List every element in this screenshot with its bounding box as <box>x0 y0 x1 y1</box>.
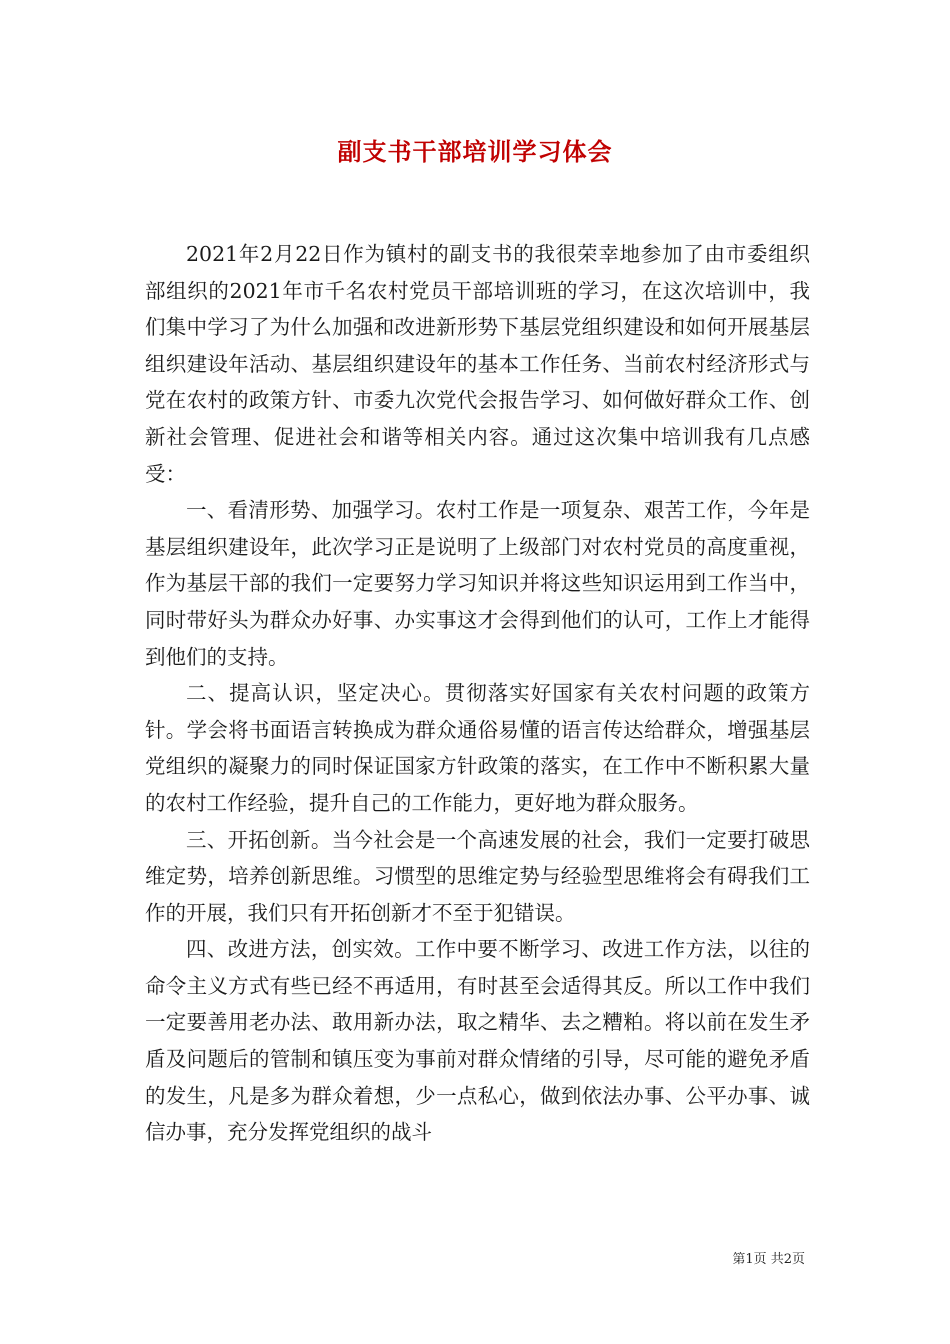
paragraph-point-1: 一、看清形势、加强学习。农村工作是一项复杂、艰苦工作，今年是基层组织建设年，此次学习正是说明了上级部门对农村党员的高度重视，作为基层干部的我们一定要努力学习知识并将这些知识运用到工作当中，同时带好头为群众办好事、办实事这才会得到他们的认可，工作上才能得到他们的支持。 <box>145 498 810 669</box>
paragraph-point-4: 四、改进方法，创实效。工作中要不断学习、改进工作方法，以往的命令主义方式有些已经不再适用，有时甚至会适得其反。所以工作中我们一定要善用老办法、敢用新办法，取之精华、去之糟粕。将以前在发生矛盾及问题后的管制和镇压变为事前对群众情绪的引导，尽可能的避免矛盾的发生，凡是多为群众着想，少一点私心，做到依法办事、公平办事、诚信办事，充分发挥党组织的战斗 <box>145 937 810 1145</box>
document-body <box>145 236 810 1151</box>
paragraph-point-2: 二、提高认识，坚定决心。贯彻落实好国家有关农村问题的政策方针。学会将书面语言转换成为群众通俗易懂的语言传达给群众，增强基层党组织的凝聚力的同时保证国家方针政策的落实，在工作中不断积累大量的农村工作经验，提升自己的工作能力，更好地为群众服务。 <box>145 681 810 815</box>
page-number: 第1页 共2页 <box>732 1252 805 1267</box>
paragraph-point-3: 三、开拓创新。当今社会是一个高速发展的社会，我们一定要打破思维定势，培养创新思维。习惯型的思维定势与经验型思维将会有碍我们工作的开展，我们只有开拓创新才不至于犯错误。 <box>145 827 810 925</box>
paragraph-intro: 2021年2月22日作为镇村的副支书的我很荣幸地参加了由市委组织部组织的2021年市千名农村党员干部培训班的学习，在这次培训中，我们集中学习了为什么加强和改进新形势下基层党组织建设和如何开展基层组织建设年活动、基层组织建设年的基本工作任务、当前农村经济形式与党在农村的政策方针、市委九次党代会报告学习、如何做好群众工作、创新社会管理、促进社会和谐等相关内容。通过这次集中培训我有几点感受： <box>145 242 810 486</box>
document-title: 副支书干部培训学习体会 <box>337 137 613 166</box>
